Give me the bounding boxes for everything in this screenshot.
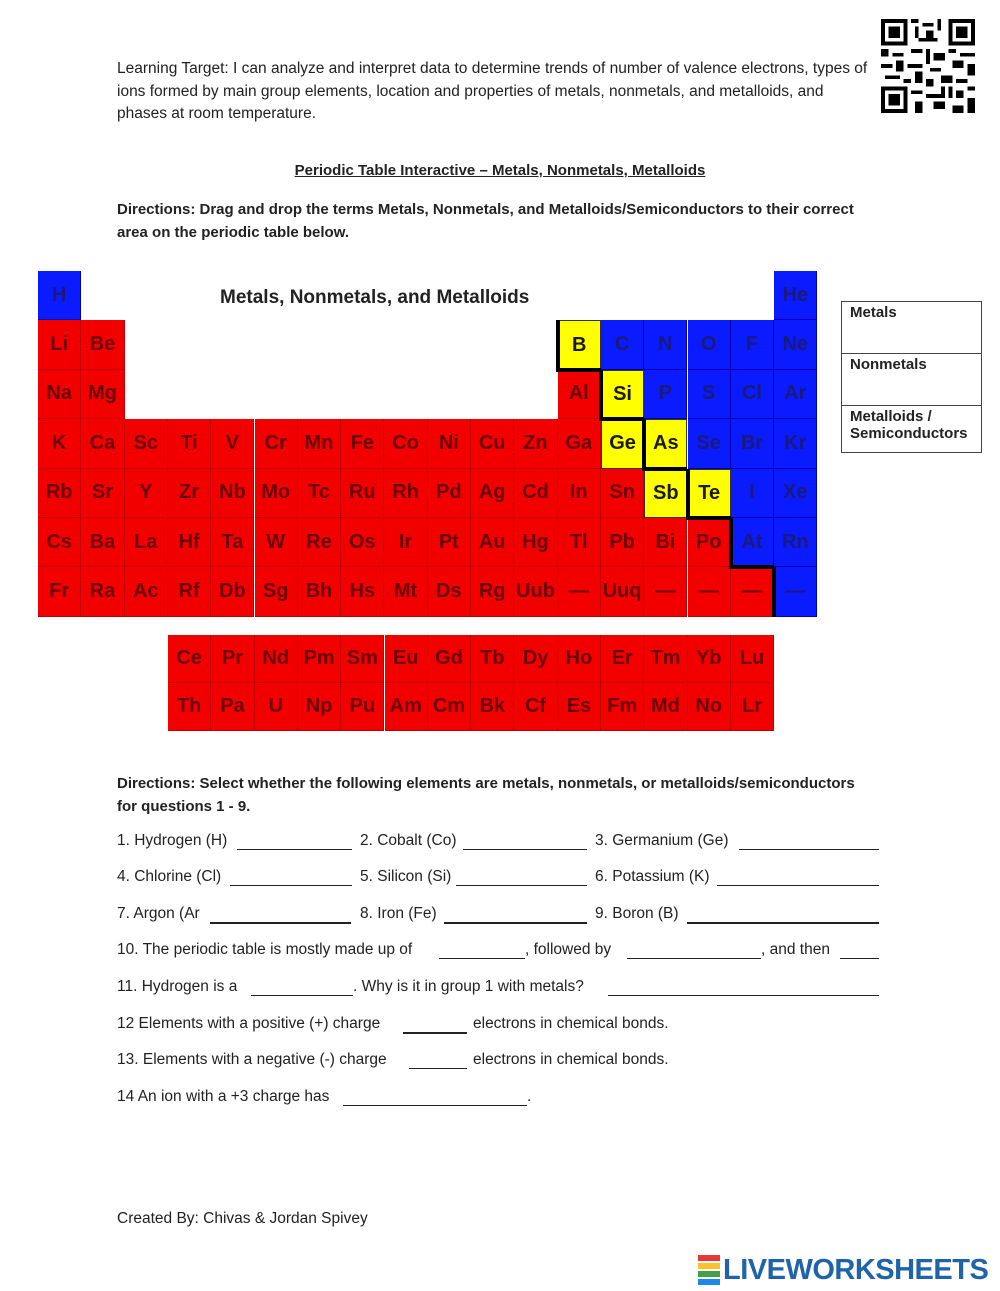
element-cell: Li [38, 320, 81, 369]
element-cell: Sg [255, 567, 298, 616]
element-cell: Pu [341, 683, 384, 731]
element-cell: Ra [81, 567, 124, 616]
element-cell: Cs [38, 518, 81, 567]
answer-blank-12[interactable] [403, 1018, 467, 1039]
answer-blank-11a[interactable] [251, 981, 353, 1001]
element-cell: Sb [644, 469, 687, 518]
element-cell: No [688, 683, 731, 731]
element-cell: Rn [774, 518, 817, 567]
question-7: 7. Argon (Ar [117, 905, 200, 922]
metalloid-boundary-line [772, 567, 776, 616]
element-cell: Ga [558, 419, 601, 468]
element-cell: Hf [168, 518, 211, 567]
answer-blank-2[interactable] [463, 835, 587, 855]
metalloid-boundary-line [729, 518, 733, 569]
element-cell: Ba [81, 518, 124, 567]
element-cell: Ni [428, 419, 471, 468]
element-cell: La [125, 518, 168, 567]
element-cell: Rh [384, 469, 427, 518]
answer-blank-7[interactable] [210, 908, 351, 929]
element-cell: I [731, 469, 774, 518]
element-cell: Zr [168, 469, 211, 518]
liveworksheets-brand [698, 1253, 988, 1287]
element-cell: — [688, 567, 731, 616]
periodic-table [38, 271, 818, 617]
element-cell: Sm [341, 635, 384, 683]
element-cell: Sn [601, 469, 644, 518]
element-cell: — [774, 567, 817, 616]
element-cell: Ir [384, 518, 427, 567]
metalloid-boundary-line [642, 419, 646, 470]
element-cell: Eu [385, 635, 428, 683]
element-cell: Pd [428, 469, 471, 518]
question-1: 1. Hydrogen (H) [117, 832, 228, 849]
element-cell: Ca [81, 419, 124, 468]
metalloid-boundary-line [642, 467, 687, 471]
answer-blank-6[interactable] [717, 871, 879, 891]
drop-target-metalloids[interactable]: Metalloids / Semiconductors [850, 408, 968, 442]
element-cell: — [731, 567, 774, 616]
element-cell: As [644, 419, 687, 468]
element-cell: Sc [125, 419, 168, 468]
element-cell: Bh [298, 567, 341, 616]
question-11-part-a: 11. Hydrogen is a [117, 978, 238, 995]
element-cell: At [731, 518, 774, 567]
element-cell: Er [601, 635, 644, 683]
question-row-14 [117, 1088, 882, 1110]
answer-blank-14[interactable] [343, 1091, 527, 1111]
question-row-11 [117, 978, 882, 1000]
element-cell: Tc [298, 469, 341, 518]
element-cell: Mt [384, 567, 427, 616]
question-3: 3. Germanium (Ge) [595, 832, 729, 849]
question-9: 9. Boron (B) [595, 905, 679, 922]
metalloid-boundary-line [556, 368, 601, 372]
element-cell: — [558, 567, 601, 616]
answer-blank-1[interactable] [237, 835, 352, 850]
element-cell: U [255, 683, 298, 731]
element-cell: He [774, 271, 817, 320]
footer-credit: Created By: Chivas & Jordan Spivey [117, 1210, 368, 1227]
page-title: Periodic Table Interactive – Metals, Nonmetals, Metalloids [294, 162, 706, 179]
element-cell: Ds [428, 567, 471, 616]
element-cell: Mo [255, 469, 298, 518]
metalloid-boundary-line [599, 417, 644, 421]
answer-blank-3[interactable] [739, 835, 879, 855]
question-4: 4. Chlorine (Cl) [117, 868, 222, 885]
metalloid-boundary-line [729, 565, 774, 569]
element-cell: Ho [558, 635, 601, 683]
element-cell: Po [688, 518, 731, 567]
element-cell: Te [688, 469, 731, 518]
element-cell: Au [471, 518, 514, 567]
directions-drag-drop: Directions: Drag and drop the terms Metals, Nonmetals, and Metalloids/Semiconductors to their correct area on the periodic table below. [117, 201, 854, 241]
element-cell: Cr [255, 419, 298, 468]
element-cell: Al [558, 370, 601, 419]
question-row-3 [117, 905, 882, 927]
element-cell: Ag [471, 469, 514, 518]
element-cell: Hg [514, 518, 557, 567]
element-cell: Fe [341, 419, 384, 468]
element-cell: Fm [601, 683, 644, 731]
element-cell: Ac [125, 567, 168, 616]
answer-blank-11b[interactable] [608, 981, 879, 1001]
element-cell: Pt [428, 518, 471, 567]
element-cell: Br [731, 419, 774, 468]
answer-blank-8[interactable] [444, 908, 587, 929]
element-cell: P [644, 370, 687, 419]
element-cell: Uuq [601, 567, 644, 616]
element-cell: Dy [514, 635, 557, 683]
element-cell: Yb [688, 635, 731, 683]
element-cell: Lu [731, 635, 774, 683]
question-14-part-b: . [527, 1088, 532, 1105]
element-cell: C [601, 320, 644, 369]
element-cell: Pa [211, 683, 254, 731]
element-cell: In [558, 469, 601, 518]
element-cell: Db [211, 567, 254, 616]
inner-transition-table [168, 635, 774, 733]
drop-target-nonmetals[interactable]: Nonmetals [842, 354, 981, 406]
question-row-13 [117, 1051, 882, 1073]
liveworksheets-logo-icon [698, 1255, 720, 1285]
element-cell: Nb [211, 469, 254, 518]
element-cell: Lr [731, 683, 774, 731]
element-cell: Ge [601, 419, 644, 468]
question-14-part-a: 14 An ion with a +3 charge has [117, 1088, 330, 1105]
element-cell: — [644, 567, 687, 616]
question-12-part-b: electrons in chemical bonds. [473, 1015, 669, 1032]
question-row-12 [117, 1015, 882, 1037]
brand-name: LIVEWORKSHEETS [723, 1253, 989, 1286]
element-cell: O [688, 320, 731, 369]
element-cell: Nd [255, 635, 298, 683]
element-cell: Cu [471, 419, 514, 468]
question-row-1 [117, 832, 882, 854]
element-cell: V [211, 419, 254, 468]
question-13-part-a: 13. Elements with a negative (-) charge [117, 1051, 387, 1068]
element-cell: Re [298, 518, 341, 567]
element-cell: Y [125, 469, 168, 518]
metalloid-boundary-line [686, 469, 690, 520]
question-5: 5. Silicon (Si) [360, 868, 452, 885]
element-cell: Tl [558, 518, 601, 567]
element-cell: Cd [514, 469, 557, 518]
element-cell: Gd [428, 635, 471, 683]
element-cell: Kr [774, 419, 817, 468]
qr-code-icon [881, 19, 975, 113]
element-cell: Be [81, 320, 124, 369]
question-2: 2. Cobalt (Co) [360, 832, 457, 849]
question-6: 6. Potassium (K) [595, 868, 710, 885]
element-cell: Co [384, 419, 427, 468]
element-cell: Ti [168, 419, 211, 468]
element-cell: S [688, 370, 731, 419]
question-10-part-a: 10. The periodic table is mostly made up of [117, 941, 413, 958]
question-13-part-b: electrons in chemical bonds. [473, 1051, 669, 1068]
element-cell: Cm [428, 683, 471, 731]
question-12-part-a: 12 Elements with a positive (+) charge [117, 1015, 381, 1032]
question-row-2 [117, 868, 882, 890]
element-cell: Tb [471, 635, 514, 683]
answer-blank-5[interactable] [456, 871, 587, 891]
metalloid-boundary-line [686, 516, 731, 520]
element-cell: Hs [341, 567, 384, 616]
question-row-10 [117, 941, 882, 963]
element-cell: B [558, 320, 601, 369]
element-cell: Pr [211, 635, 254, 683]
element-cell: Bk [471, 683, 514, 731]
learning-target: Learning Target: I can analyze and interpret data to determine trends of number of valence electrons, types of ions formed by main group elements, location and properties of metals, nonmetals, and metalloids, and phases at room temperature. [117, 60, 868, 122]
element-cell: Tm [644, 635, 687, 683]
element-cell: Fr [38, 567, 81, 616]
answer-blank-4[interactable] [230, 871, 352, 891]
element-cell: Pb [601, 518, 644, 567]
element-cell: Si [601, 370, 644, 419]
periodic-table-heading: Metals, Nonmetals, and Metalloids [220, 287, 530, 308]
answer-blank-13[interactable] [409, 1054, 467, 1074]
answer-blank-10b[interactable] [627, 944, 761, 964]
drop-target-list [841, 301, 982, 453]
directions-select: Directions: Select whether the following elements are metals, nonmetals, or metalloids/semiconductors for questions 1 - 9. [117, 775, 855, 815]
question-10-part-b: , followed by [525, 941, 612, 958]
element-cell: Am [385, 683, 428, 731]
element-cell: Sr [81, 469, 124, 518]
element-cell: Mg [81, 370, 124, 419]
answer-blank-9[interactable] [687, 908, 879, 929]
element-cell: Ar [774, 370, 817, 419]
element-cell: Bi [644, 518, 687, 567]
element-cell: Mn [298, 419, 341, 468]
element-cell: Os [341, 518, 384, 567]
element-cell: Md [644, 683, 687, 731]
question-8: 8. Iron (Fe) [360, 905, 437, 922]
element-cell: Th [168, 683, 211, 731]
element-cell: F [731, 320, 774, 369]
element-cell: W [255, 518, 298, 567]
element-cell: Rf [168, 567, 211, 616]
element-cell: Rb [38, 469, 81, 518]
element-cell: Np [298, 683, 341, 731]
element-cell: Xe [774, 469, 817, 518]
answer-blank-10c[interactable] [840, 944, 879, 964]
element-cell: K [38, 419, 81, 468]
element-cell: Rg [471, 567, 514, 616]
element-cell: Ta [211, 518, 254, 567]
element-cell: Zn [514, 419, 557, 468]
metalloid-boundary-line [556, 320, 560, 371]
drop-target-metals[interactable]: Metals [842, 302, 981, 354]
element-cell: Uub [514, 567, 557, 616]
metalloid-boundary-line [599, 370, 603, 421]
element-cell: Cl [731, 370, 774, 419]
element-cell: Pm [298, 635, 341, 683]
element-cell: Ru [341, 469, 384, 518]
answer-blank-10a[interactable] [439, 944, 525, 964]
element-cell: Na [38, 370, 81, 419]
element-cell: Es [558, 683, 601, 731]
element-cell: Ce [168, 635, 211, 683]
element-cell: Se [688, 419, 731, 468]
element-cell: N [644, 320, 687, 369]
question-11-part-b: . Why is it in group 1 with metals? [353, 978, 584, 995]
element-cell: Cf [514, 683, 557, 731]
element-cell: H [38, 271, 81, 320]
element-cell: Ne [774, 320, 817, 369]
question-10-part-c: , and then [761, 941, 830, 958]
